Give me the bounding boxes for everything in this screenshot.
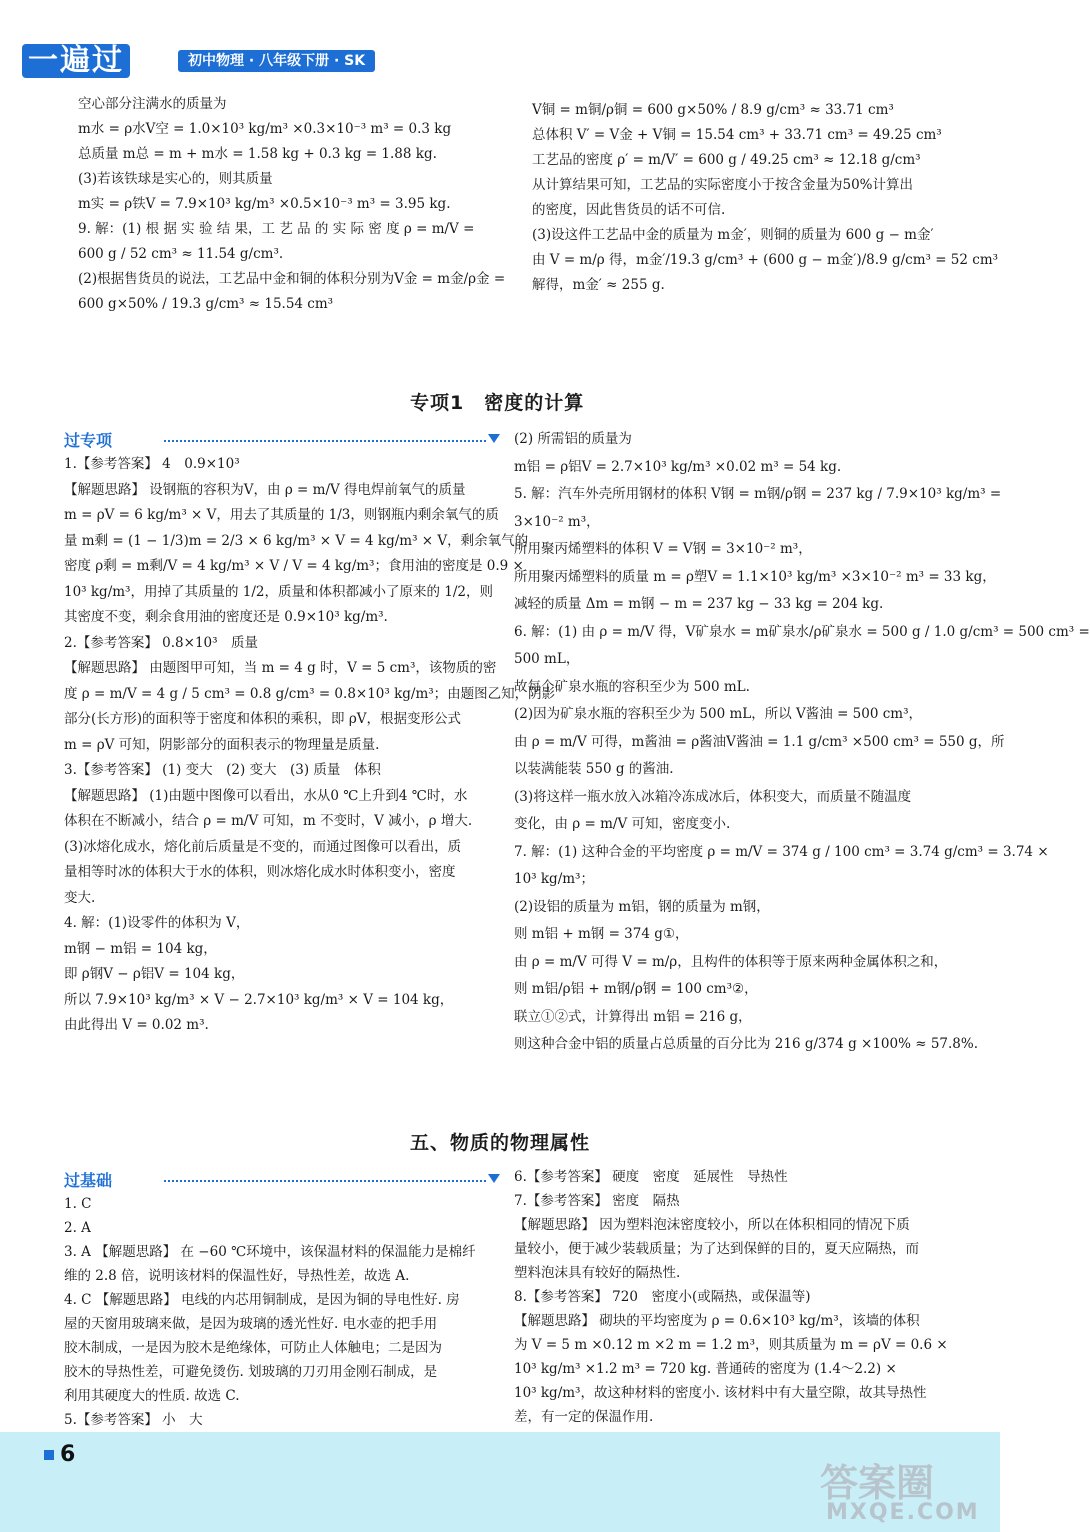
watermark-url: MXQE.COM [826,1500,980,1525]
text-line: 5. 解：汽车外壳所用钢材的体积 V钢 = m钢/ρ钢 = 237 kg / 7.9×10³ kg/m³ = [514,486,1002,502]
text-line: 量较小，便于减少装载质量；为了达到保鲜的目的，夏天应隔热，而 [514,1241,919,1257]
text-line: 【解题思路】 砌块的平均密度为 ρ = 0.6×10³ kg/m³，该墙的体积 [514,1313,920,1329]
text-line: 总质量 m总 = m + m水 = 1.58 kg + 0.3 kg = 1.88 kg. [78,146,437,162]
text-line: 部分(长方形)的面积等于密度和体积的乘积，即 ρV，根据变形公式 [64,711,462,727]
text-line: (2)设铝的质量为 m铝，钢的质量为 m钢， [514,898,770,915]
text-line: 6. 解：(1) 由 ρ = m/V 得，V矿泉水 = m矿泉水/ρ矿泉水 = 500 g / 1.0 g/cm³ = 500 cm³ = [514,623,1090,640]
text-line: 的密度，因此售货员的话不可信. [532,202,726,218]
triangle-icon [488,1174,500,1183]
text-line: (3)设这件工艺品中金的质量为 m金′，则铜的质量为 600 g − m金′ [532,227,934,243]
text-line: 量相等时冰的体积大于水的体积，则冰熔化成水时体积变小，密度 [64,864,456,880]
text-line: 变大. [64,889,96,906]
text-line: m = ρV = 6 kg/m³ × V，用去了其质量的 1/3，则钢瓶内剩余氧气的质 [64,507,499,523]
text-line: 胶木的导热性差，可避免烫伤. 划玻璃的刀刃用金刚石制成，是 [64,1364,438,1380]
dotted-divider [164,440,486,442]
dotted-divider [164,1180,486,1182]
text-line: 密度 ρ剩 = m剩/V = 4 kg/m³ × V / V = 4 kg/m³；食用油的密度是 0.9 × [64,558,524,574]
text-line: 联立①②式，计算得出 m铝 = 216 g， [514,1008,752,1025]
text-line: (3)若该铁球是实心的，则其质量 [78,171,273,187]
text-line: 2. A [64,1220,91,1236]
text-line: 利用其硬度大的性质. 故选 C. [64,1388,240,1404]
text-line: 屋的天窗用玻璃来做，是因为玻璃的透光性好. 电水壶的把手用 [64,1316,438,1332]
text-line: 由 V = m/ρ 得，m金′/19.3 g/cm³ + (600 g − m金′)/8.9 g/cm³ = 52 cm³ [532,252,999,268]
text-line: 胶木制成，一是因为胶木是绝缘体，可防止人体触电；二是因为 [64,1340,442,1356]
text-line: 量 m剩 = (1 − 1/3)m = 2/3 × 6 kg/m³ × V = 4 kg/m³ × V，剩余氧气的 [64,532,529,549]
text-line: m实 = ρ铁V = 7.9×10³ kg/m³ ×0.5×10⁻³ m³ = 3.95 kg. [78,196,451,212]
text-line: 空心部分注满水的质量为 [78,96,227,112]
text-line: 3×10⁻² m³， [514,513,600,530]
text-line: 则 m铝/ρ铝 + m钢/ρ钢 = 100 cm³②， [514,981,758,997]
mid-right-column [514,426,1090,1059]
text-line: 从计算结果可知，工艺品的实际密度小于按含金量为50%计算出 [532,177,914,193]
text-line: 所用聚丙烯塑料的体积 V = V钢 = 3×10⁻² m³， [514,541,812,557]
section2-subheader [64,1168,500,1194]
text-line: 600 g / 52 cm³ ≈ 11.54 g/cm³. [78,246,284,262]
text-line: 变化，由 ρ = m/V 可知，密度变小. [514,816,731,832]
text-line: 以装满能装 550 g 的酱油. [514,761,674,777]
text-line: V铜 = m铜/ρ铜 = 600 g×50% / 8.9 g/cm³ ≈ 33.71 cm³ [532,102,894,118]
text-line: 维的 2.8 倍，说明该材料的保温性好，导热性差，故选 A. [64,1268,410,1284]
text-line: 其密度不变，剩余食用油的密度还是 0.9×10³ kg/m³. [64,609,388,625]
text-line: 500 mL， [514,651,580,667]
text-line: 6.【参考答案】 硬度 密度 延展性 导热性 [514,1169,788,1185]
section1-title: 专项1 密度的计算 [410,392,585,414]
text-line: 则这种合金中铝的质量占总质量的百分比为 216 g/374 g ×100% ≈ 57.8%. [514,1036,979,1052]
text-line: 故每个矿泉水瓶的容积至少为 500 mL. [514,678,750,695]
text-line: 体积在不断减小，结合 ρ = m/V 可知，m 不变时，V 减小，ρ 增大. [64,813,473,829]
text-line: 差，有一定的保温作用. [514,1409,654,1425]
text-line: (3)将这样一瓶水放入冰箱冷冻成冰后，体积变大，而质量不随温度 [514,788,912,805]
text-line: 7. 解：(1) 这种合金的平均密度 ρ = m/V = 374 g / 100 cm³ = 3.74 g/cm³ = 3.74 × [514,843,1049,860]
text-line: 10³ kg/m³，用掉了其质量的 1/2，质量和体积都减小了原来的 1/2，则 [64,583,494,600]
text-line: 工艺品的密度 ρ′ = m/V′ = 600 g / 49.25 cm³ ≈ 12.18 g/cm³ [532,152,921,168]
book-tag: 初中物理 · 八年级下册 · SK [178,50,375,72]
square-icon [44,1450,54,1460]
text-line: 【解题思路】 由题图甲可知，当 m = 4 g 时，V = 5 cm³，该物质的密 [64,660,497,676]
page-header [0,0,1000,80]
text-line: 10³ kg/m³； [514,871,594,887]
top-right-column [532,98,999,298]
page-number: 6 [60,1442,76,1467]
text-line: 3. A 【解题思路】 在 −60 ℃环境中，该保温材料的保温能力是棉纤 [64,1244,476,1260]
text-line: 【解题思路】 设钢瓶的容积为V，由 ρ = m/V 得电焊前氧气的质量 [64,481,466,498]
text-line: 1. C [64,1196,92,1212]
text-line: 1.【参考答案】 4 0.9×10³ [64,456,240,472]
text-line: 5.【参考答案】 小 大 [64,1412,203,1428]
text-line: 减轻的质量 Δm = m钢 − m = 237 kg − 33 kg = 204 kg. [514,596,884,612]
text-line: m铝 = ρ铝V = 2.7×10³ kg/m³ ×0.02 m³ = 54 kg. [514,458,842,475]
text-line: 7.【参考答案】 密度 隔热 [514,1193,680,1209]
text-line: m = ρV 可知，阴影部分的面积表示的物理量是质量. [64,736,380,753]
text-line: 4. 解：(1)设零件的体积为 V， [64,915,250,931]
text-line: 所以 7.9×10³ kg/m³ × V − 2.7×10³ kg/m³ × V = 104 kg， [64,991,454,1008]
text-line: 【解题思路】 因为塑料泡沫密度较小，所以在体积相同的情况下质 [514,1217,910,1233]
top-left-column [78,92,506,317]
triangle-icon [488,434,500,443]
text-line: 所用聚丙烯塑料的质量 m = ρ塑V = 1.1×10³ kg/m³ ×3×10⁻² m³ = 33 kg， [514,568,996,585]
text-line: m钢 − m铝 = 104 kg， [64,940,217,957]
bottom-left-column [64,1192,504,1432]
text-line: (2)根据售货员的说法，工艺品中金和铜的体积分别为V金 = m金/ρ金 = [78,271,506,287]
watermark-logo: 答案圈 [820,1461,935,1505]
text-line: 为 V = 5 m ×0.12 m ×2 m = 1.2 m³，则其质量为 m = ρV = 0.6 × [514,1337,948,1353]
text-line: (3)冰熔化成水，熔化前后质量是不变的，而通过图像可以看出，质 [64,838,462,855]
section1-subheader [64,428,500,454]
section2-sub-label: 过基础 [64,1171,113,1190]
text-line: 【解题思路】 (1)由题中图像可以看出，水从0 ℃上升到4 ℃时，水 [64,787,468,804]
text-line: 8.【参考答案】 720 密度小(或隔热，或保温等) [514,1289,811,1305]
bottom-right-column [514,1165,984,1429]
text-line: 塑料泡沫具有较好的隔热性. [514,1265,681,1281]
text-line: 由 ρ = m/V 可得 V = m/ρ，且构件的体积等于原来两种金属体积之和， [514,953,948,970]
text-line: 总体积 V′ = V金 + V铜 = 15.54 cm³ + 33.71 cm³ = 49.25 cm³ [532,127,942,143]
text-line: 则 m铝 + m钢 = 374 g①， [514,926,689,942]
text-line: 4. C 【解题思路】 电线的内芯用铜制成，是因为铜的导电性好. 房 [64,1292,460,1308]
text-line: (2)因为矿泉水瓶的容积至少为 500 mL，所以 V酱油 = 500 cm³， [514,706,923,722]
text-line: 由 ρ = m/V 可得，m酱油 = ρ酱油V酱油 = 1.1 g/cm³ ×500 cm³ = 550 g，所 [514,733,1005,750]
text-line: 度 ρ = m/V = 4 g / 5 cm³ = 0.8 g/cm³ = 0.8×10³ kg/m³；由题图乙知，阴影 [64,685,556,702]
text-line: 即 ρ钢V − ρ铝V = 104 kg， [64,966,245,982]
section1-sub-label: 过专项 [64,431,113,450]
section2-title: 五、物质的物理属性 [410,1132,591,1154]
text-line: (2) 所需铝的质量为 [514,431,632,447]
text-line: m水 = ρ水V空 = 1.0×10³ kg/m³ ×0.3×10⁻³ m³ = 0.3 kg [78,121,452,137]
text-line: 9. 解：(1) 根 据 实 验 结 果，工 艺 品 的 实 际 密 度 ρ = m/V = [78,221,475,237]
text-line: 解得，m金′ ≈ 255 g. [532,277,665,293]
text-line: 10³ kg/m³，故这种材料的密度小. 该材料中有大量空隙，故其导热性 [514,1385,927,1401]
text-line: 由此得出 V = 0.02 m³. [64,1017,209,1033]
text-line: 10³ kg/m³ ×1.2 m³ = 720 kg. 普通砖的密度为 (1.4～2.2) × [514,1361,897,1377]
text-line: 3.【参考答案】 (1) 变大 (2) 变大 (3) 质量 体积 [64,762,381,778]
text-line: 600 g×50% / 19.3 g/cm³ ≈ 15.54 cm³ [78,296,334,312]
text-line: 2.【参考答案】 0.8×10³ 质量 [64,634,259,651]
brand-logo: 一遍过 [22,44,130,78]
